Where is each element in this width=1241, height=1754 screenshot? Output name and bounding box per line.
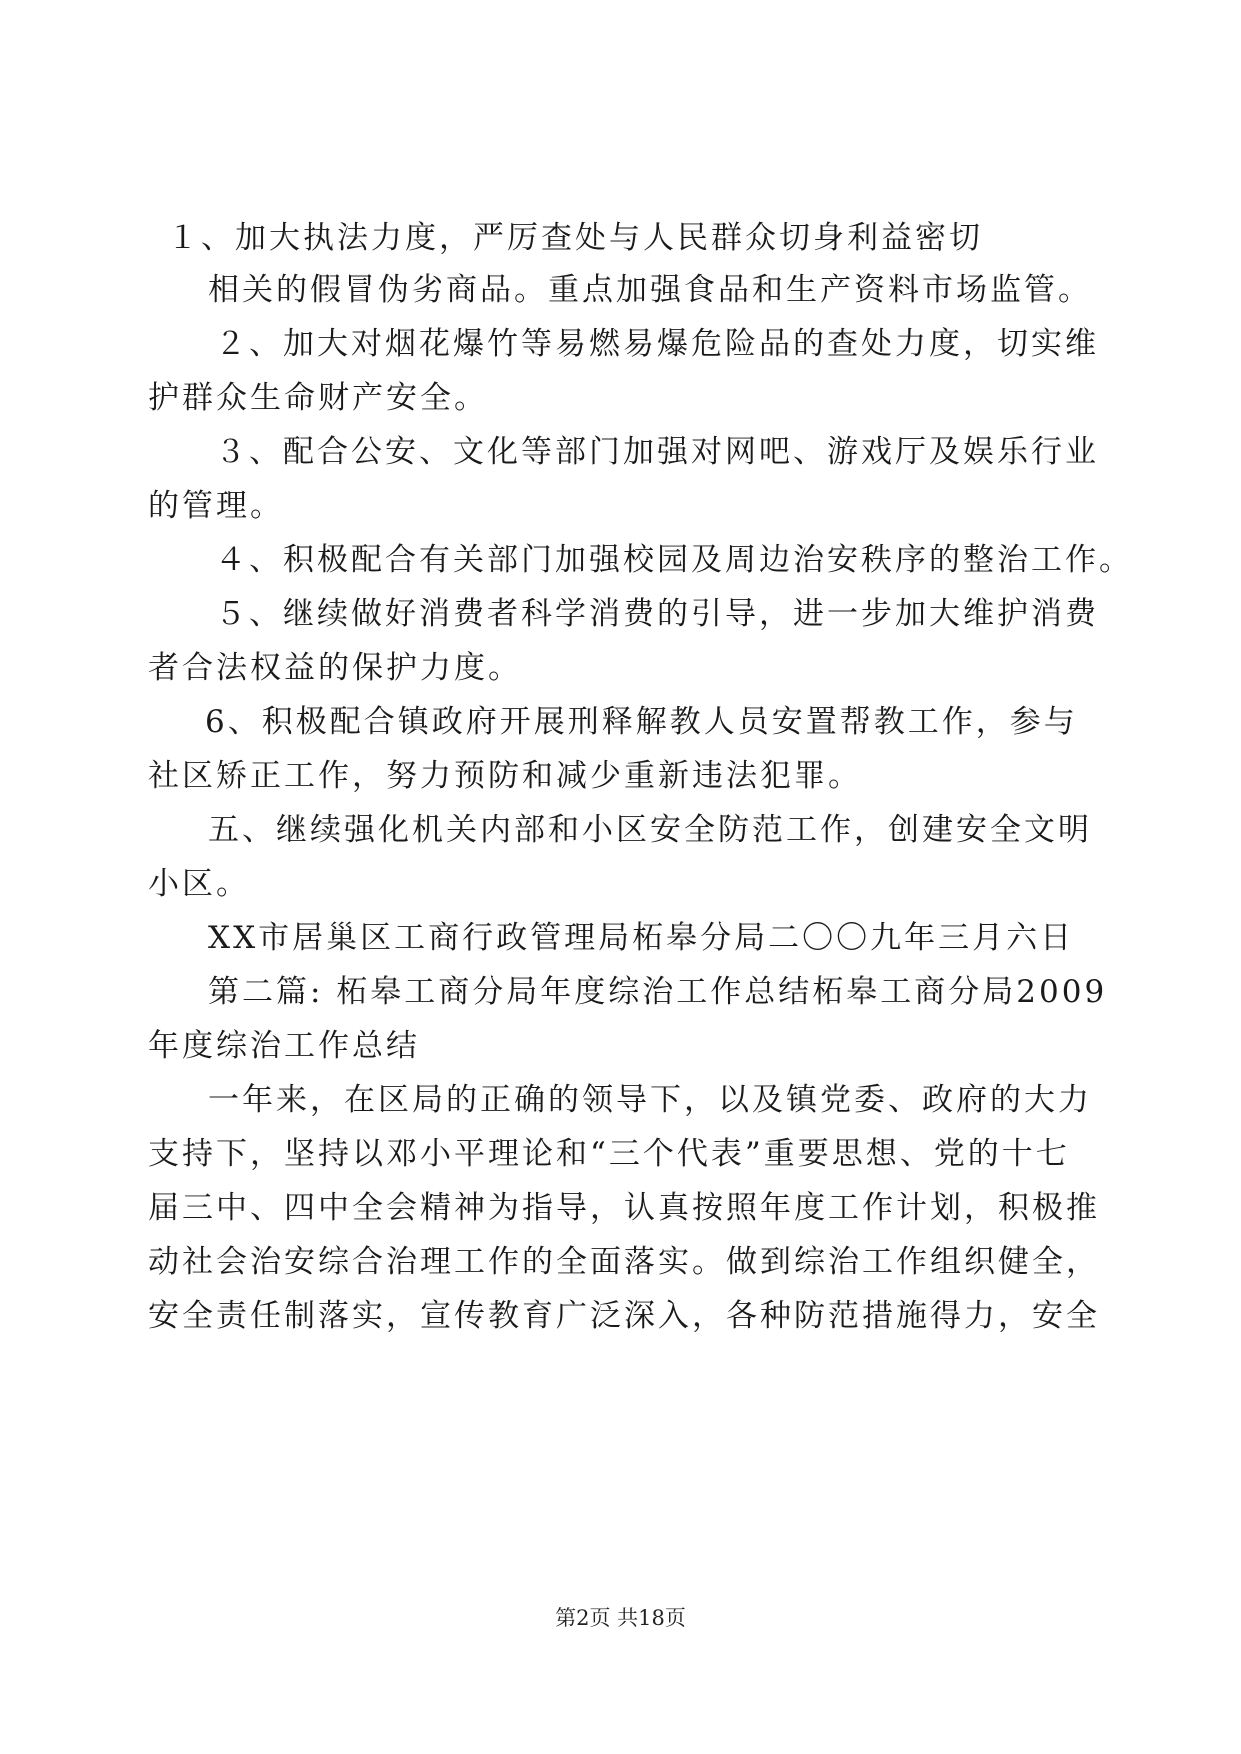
text-line-16: 年度综治工作总结 [148,1028,420,1064]
text-line-7: ４、积极配合有关部门加强校园及周边治安秩序的整治工作。 [215,542,1133,578]
text-line-17: 一年来，在区局的正确的领导下，以及镇党委、政府的大力 [208,1082,1092,1118]
text-line-13: 小区。 [148,866,250,902]
text-line-15: 第二篇: 柘皋工商分局年度综治工作总结柘皋工商分局2009 [208,974,1108,1010]
text-line-11: 社区矫正工作，努力预防和减少重新违法犯罪。 [148,758,862,794]
text-line-8: ５、继续做好消费者科学消费的引导，进一步加大维护消费 [215,596,1099,632]
page-number-footer: 第2页 共18页 [555,1606,686,1630]
text-line-10: 6、积极配合镇政府开展刑释解教人员安置帮教工作，参与 [205,704,1078,740]
text-line-21: 安全责任制落实，宣传教育广泛深入，各种防范措施得力，安全 [148,1298,1100,1334]
text-line-2: 相关的假冒伪劣商品。重点加强食品和生产资料市场监管。 [208,272,1092,308]
text-line-5: ３、配合公安、文化等部门加强对网吧、游戏厅及娱乐行业 [215,434,1099,470]
text-line-4: 护群众生命财产安全。 [148,380,488,416]
text-line-6: 的管理。 [148,488,284,524]
text-line-1: １、加大执法力度，严厉查处与人民群众切身利益密切 [167,220,983,256]
text-line-19: 届三中、四中全会精神为指导，认真按照年度工作计划，积极推 [148,1190,1100,1226]
text-line-9: 者合法权益的保护力度。 [148,650,522,686]
text-line-12: 五、继续强化机关内部和小区安全防范工作，创建安全文明 [208,812,1092,848]
text-line-14: XX市居巢区工商行政管理局柘皋分局二〇〇九年三月六日 [208,920,1075,956]
text-line-3: ２、加大对烟花爆竹等易燃易爆危险品的查处力度，切实维 [215,326,1099,362]
text-line-18: 支持下，坚持以邓小平理论和“三个代表”重要思想、党的十七 [148,1136,1070,1172]
text-line-20: 动社会治安综合治理工作的全面落实。做到综治工作组织健全， [148,1244,1100,1280]
